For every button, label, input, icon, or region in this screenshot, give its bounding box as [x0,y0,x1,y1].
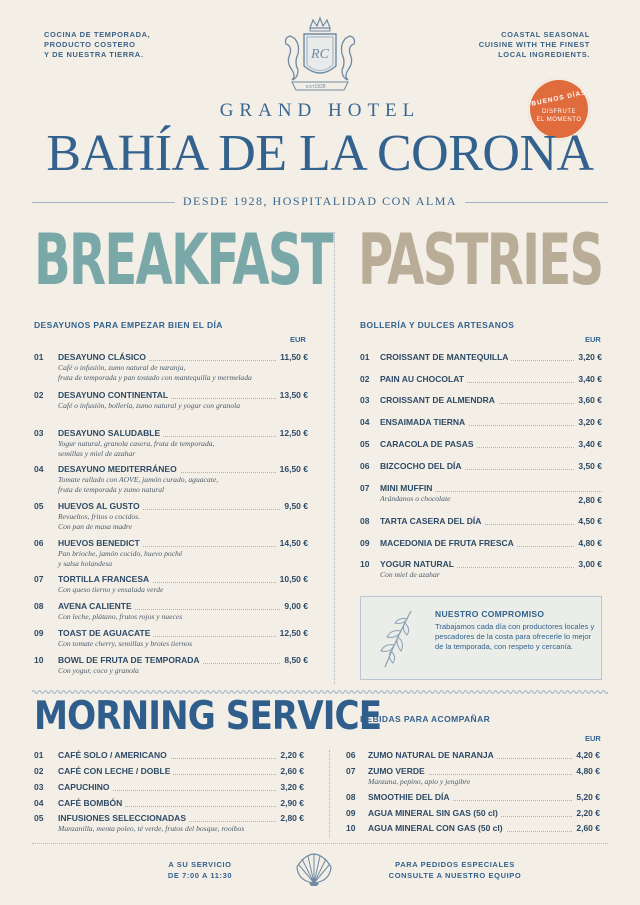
breakfast-currency: EUR [290,335,306,344]
item-description-line: Yogur natural, granola casera, fruta de temporada, [58,439,215,448]
menu-item [34,766,304,780]
item-description [58,549,308,568]
item-price: 3,20 € [575,352,602,362]
item-description [58,585,308,595]
item-name: CAFÉ CON LECHE / DOBLE [58,766,173,776]
item-price: 2,20 € [573,808,600,818]
item-name: ZUMO NATURAL DE NARANJA [368,750,497,760]
item-number: 08 [360,516,370,526]
item-description [58,639,308,649]
item-price: 4,50 € [575,516,602,526]
item-price: 2,20 € [277,750,304,760]
hotel-name-title: BAHÍA DE LA CORONA [46,125,594,182]
item-price: 2,80 € [575,495,602,505]
item-description-line: Café o infusión, bollería, zumo natural y yogur con granola [58,401,241,410]
menu-item [346,823,600,837]
note-left-line: Y DE NUESTRA TIERRA. [44,50,144,59]
item-price: 11,50 € [277,352,308,362]
item-number: 02 [34,766,44,776]
item-name: DESAYUNO MEDITERRÁNEO [58,464,180,474]
item-price: 3,40 € [575,374,602,384]
item-price: 12,50 € [277,628,308,638]
item-price: 2,60 € [573,823,600,833]
note-right-line: COASTAL SEASONAL [501,30,590,39]
item-number: 10 [360,559,370,569]
item-description-line: Pan brioche, jamón cocido, huevo poché [58,549,183,558]
morning-service-title: MORNING SERVICE [34,693,382,739]
item-name: TOAST DE AGUACATE [58,628,153,638]
item-price: 10,50 € [277,574,308,584]
item-description-line: Manzana, pepino, apio y jengibre [368,777,471,786]
item-description-line: Arándanos o chocolate [380,494,451,503]
item-number: 09 [360,538,370,548]
stamp-line: DISFRUTE [542,108,576,115]
item-description-line: Con miel de azahar [380,570,440,579]
item-name: MINI MUFFIN [380,483,435,493]
footer-orders-line: CONSULTE A NUESTRO EQUIPO [388,871,522,880]
tagline [32,194,608,209]
item-name: SMOOTHIE DEL DÍA [368,792,453,802]
item-number: 07 [360,483,370,493]
item-number: 01 [34,750,44,760]
shell-icon [294,851,334,887]
tagline-text: DESDE 1928, HOSPITALIDAD CON ALMA [175,194,465,208]
item-name: BOWL DE FRUTA DE TEMPORADA [58,655,203,665]
menu-item [34,782,304,796]
stamp-line: EL MOMENTO [536,116,582,123]
breakfast-subtitle: DESAYUNOS PARA EMPEZAR BIEN EL DÍA [34,320,223,330]
note-left-line: COCINA DE TEMPORADA, [44,30,151,39]
menu-item [360,516,602,530]
item-price: 3,20 € [575,417,602,427]
item-description [58,439,308,458]
item-name: YOGUR NATURAL [380,559,457,569]
item-price: 4,80 € [573,766,600,776]
item-description-line: fruta de temporada y pan tostado con mantequilla y mermelada [58,372,252,382]
item-description-line: Revueltos, fritos o cocidos. [58,512,141,521]
note-right-line: CUISINE WITH THE FINEST [478,40,590,49]
column-divider [334,232,335,684]
item-number: 02 [34,390,44,400]
item-price: 12,50 € [277,428,308,438]
item-price: 5,20 € [573,792,600,802]
menu-item [360,395,602,409]
item-description [380,494,602,504]
item-name: AGUA MINERAL SIN GAS (50 cl) [368,808,501,818]
footer-orders-line: PARA PEDIDOS ESPECIALES [395,860,515,869]
item-price: 3,20 € [277,782,304,792]
item-name: PAIN AU CHOCOLAT [380,374,467,384]
crest-year: 1928 [314,84,326,90]
pastries-subtitle: BOLLERÍA Y DULCES ARTESANOS [360,320,515,330]
item-description [58,363,308,382]
item-description-line: Con pan de masa madre [58,521,132,531]
menu-item [34,750,304,764]
item-name: ZUMO VERDE [368,766,428,776]
item-price: 9,50 € [281,501,308,511]
item-description-line: Con tomate cherry, semillas y brotes tiernos [58,639,193,648]
pastries-currency: EUR [585,335,601,344]
item-number: 06 [34,538,44,548]
item-price: 3,00 € [575,559,602,569]
item-description [368,777,600,787]
item-description-line: Café o infusión, zumo natural de naranja, [58,363,186,372]
item-number: 10 [346,823,356,833]
item-price: 8,50 € [281,655,308,665]
compromiso-box [360,596,602,680]
header-note-right [479,30,590,60]
menu-item [346,750,600,764]
item-number: 05 [34,501,44,511]
item-name: CARACOLA DE PASAS [380,439,477,449]
menu-item [346,792,600,806]
item-description-line: Tomate rallado con AOVE, jamón curado, aguacate, [58,475,219,484]
compromiso-text: Trabajamos cada día con productores locales y pescadores de la costa para ofrecerle lo mejor de la temporada, con respeto y cercanía. [435,622,595,651]
item-description-line: semillas y miel de azahar [58,448,136,458]
hotel-small-title: GRAND HOTEL [219,100,421,121]
footer-hours-line: A SU SERVICIO [168,860,232,869]
item-name: DESAYUNO SALUDABLE [58,428,163,438]
menu-item [360,417,602,431]
menu-item [34,798,304,812]
item-price: 3,50 € [575,461,602,471]
item-price: 4,20 € [573,750,600,760]
item-price: 2,80 € [277,813,304,823]
item-name: CAPUCHINO [58,782,112,792]
item-name: CROISSANT DE ALMENDRA [380,395,498,405]
item-name: HUEVOS AL GUSTO [58,501,143,511]
footer-rule [32,843,608,844]
item-description-line: fruta de temporada y zumo natural [58,484,165,494]
morning-column-divider [329,750,330,838]
menu-item [360,461,602,475]
olive-branch-icon [377,607,417,671]
item-number: 08 [346,792,356,802]
item-name: TORTILLA FRANCESA [58,574,152,584]
item-number: 06 [346,750,356,760]
item-name: CAFÉ SOLO / AMERICANO [58,750,170,760]
item-number: 10 [34,655,44,665]
menu-item [360,439,602,453]
item-price: 9,00 € [281,601,308,611]
item-description-line: Con leche, plátano, frutos rojos y nueces [58,612,183,621]
header-note-left [44,30,150,60]
item-number: 02 [360,374,370,384]
footer-special-orders [370,859,540,881]
item-name: TARTA CASERA DEL DÍA [380,516,484,526]
item-price: 4,80 € [575,538,602,548]
item-price: 13,50 € [277,390,308,400]
item-description [58,824,304,834]
item-description [380,570,602,580]
item-description [58,475,308,494]
item-price: 3,60 € [575,395,602,405]
item-number: 03 [360,395,370,405]
item-description [58,512,308,531]
item-name: AVENA CALIENTE [58,601,135,611]
footer-hours-line: DE 7:00 A 11:30 [167,871,233,880]
item-name: CAFÉ BOMBÓN [58,798,125,808]
crest-est-label: EST. [306,84,316,89]
menu-item [360,352,602,366]
item-number: 05 [360,439,370,449]
item-price: 14,50 € [277,538,308,548]
item-name: AGUA MINERAL CON GAS (50 cl) [368,823,506,833]
breakfast-title: BREAKFAST [34,220,332,302]
item-number: 01 [360,352,370,362]
item-description [58,612,308,622]
item-price: 3,40 € [575,439,602,449]
compromiso-title: NUESTRO COMPROMISO [435,609,545,619]
item-description [58,401,308,411]
item-name: MACEDONIA DE FRUTA FRESCA [380,538,517,548]
item-name: DESAYUNO CLÁSICO [58,352,149,362]
menu-item [360,374,602,388]
note-right-line: LOCAL INGREDIENTS. [498,50,590,59]
item-number: 09 [346,808,356,818]
item-number: 08 [34,601,44,611]
note-left-line: PRODUCTO COSTERO [44,40,136,49]
item-description-line: Con queso tierno y ensalada verde [58,585,164,594]
item-price: 16,50 € [277,464,308,474]
crest-monogram: RC [311,47,329,62]
footer-hours [130,859,270,881]
item-name: ENSAIMADA TIERNA [380,417,468,427]
stamp-top-text: BUENOS DÍAS [530,88,588,108]
item-number: 04 [34,798,44,808]
pastries-title: PASTRIES [358,220,603,302]
item-description [58,666,308,676]
item-number: 09 [34,628,44,638]
item-number: 03 [34,428,44,438]
item-description-line: Manzanilla, menta poleo, té verde, frutos del bosque, rooibos [58,824,245,833]
hotel-crest-logo [270,16,370,96]
item-description-line: Con yogur, coco y granola [58,666,139,675]
item-number: 06 [360,461,370,471]
item-name: INFUSIONES SELECCIONADAS [58,813,189,823]
morning-currency: EUR [585,734,601,743]
item-name: HUEVOS BENEDICT [58,538,143,548]
item-number: 04 [360,417,370,427]
menu-item [346,808,600,822]
item-number: 03 [34,782,44,792]
item-name: DESAYUNO CONTINENTAL [58,390,171,400]
item-name: CROISSANT DE MANTEQUILLA [380,352,511,362]
item-number: 04 [34,464,44,474]
item-number: 07 [346,766,356,776]
tagline-row [32,194,608,210]
item-number: 05 [34,813,44,823]
morning-subtitle: BEBIDAS PARA ACOMPAÑAR [360,714,491,724]
item-name: BIZCOCHO DEL DÍA [380,461,465,471]
menu-item [360,538,602,552]
item-price: 2,90 € [277,798,304,808]
item-number: 01 [34,352,44,362]
item-description-line: y salsa holandesa [58,558,112,568]
item-number: 07 [34,574,44,584]
item-price: 2,60 € [277,766,304,776]
